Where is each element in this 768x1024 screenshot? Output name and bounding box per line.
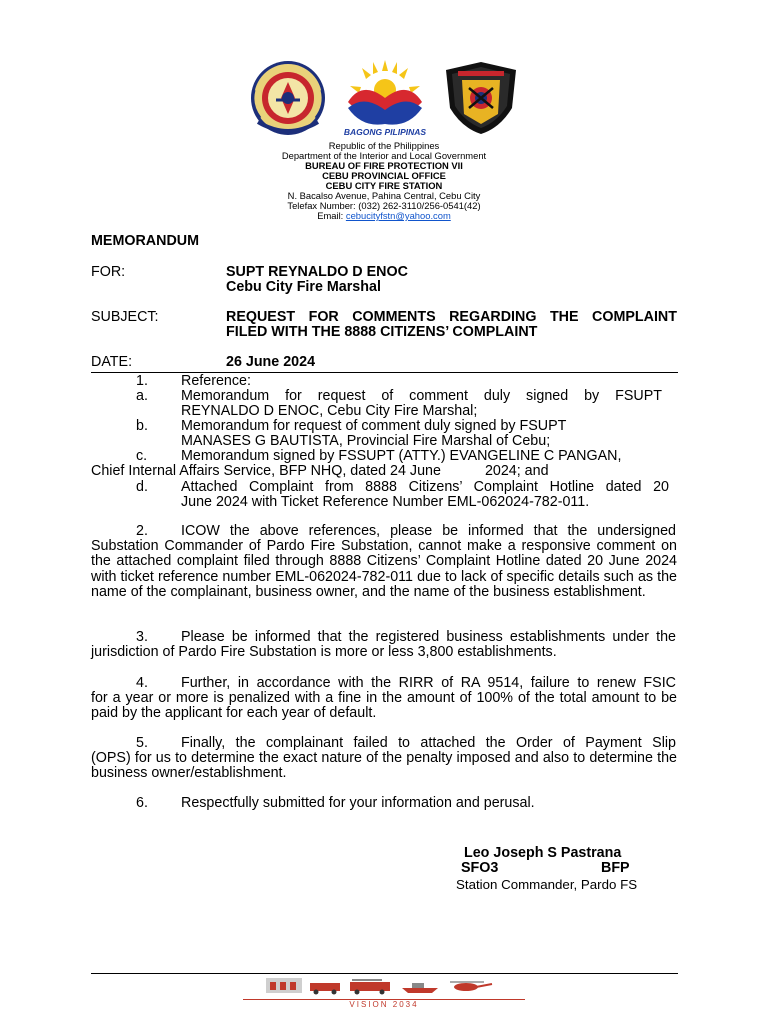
date-label: DATE: [91, 354, 133, 370]
para-2-first-line: ICOW the above references, please be informed that the undersigned [181, 523, 676, 539]
ref-d-label: d. [136, 479, 148, 495]
ref-c-line-2: Chief Internal Affairs Service, BFP NHQ, dated 24 June 2024; and [91, 463, 549, 479]
svg-text:BAGONG PILIPINAS: BAGONG PILIPINAS [343, 127, 427, 137]
for-label: FOR: [91, 264, 126, 280]
para-4-body: for a year or more is penalized with a fine in the amount of 100% of the total amount to be paid by the applicant for each year of default. [91, 690, 677, 722]
para-3-first-line: Please be informed that the registered business establishments under the [181, 629, 676, 645]
republic-line: Republic of the Philippines [328, 140, 440, 151]
para-3-number: 3. [136, 629, 148, 645]
para-4-number: 4. [136, 675, 148, 691]
for-position: Cebu City Fire Marshal [226, 279, 381, 295]
signatory-name: Leo Joseph S Pastrana [464, 845, 622, 861]
ref-c-line-1: Memorandum signed by FSSUPT (ATTY.) EVANGELINE C PANGAN, [181, 448, 622, 464]
letterhead-logos [248, 58, 523, 138]
bagong-pilipinas-logo [342, 58, 428, 138]
email-line: Email: cebucityfstn@yahoo.com [317, 210, 451, 221]
email-link[interactable]: cebucityfstn@yahoo.com [345, 210, 451, 221]
ref-a-label: a. [136, 388, 148, 404]
signatory-org: BFP [601, 860, 630, 876]
provincial-office-line: CEBU PROVINCIAL OFFICE [322, 170, 446, 181]
bfp-seal-logo [248, 60, 332, 136]
para-6-text: Respectfully submitted for your information and perusal. [181, 795, 535, 811]
footer-vision-text: VISION 2034 [345, 1000, 422, 1009]
bfp-badge-logo [440, 60, 522, 136]
ref-number: 1. [136, 373, 148, 389]
ref-heading: Reference: [181, 373, 251, 389]
ref-a-line-1: Memorandum for request of comment duly signed by FSUPT [181, 388, 662, 404]
ref-b-line-2: MANASES G BAUTISTA, Provincial Fire Marshal of Cebu; [181, 433, 551, 449]
para-4-first-line: Further, in accordance with the RIRR of RA 9514, failure to renew FSIC [181, 675, 676, 691]
footer-vision-wrap [300, 994, 468, 1012]
para-2-number: 2. [136, 523, 148, 539]
para-6-number: 6. [136, 795, 148, 811]
para-5-number: 5. [136, 735, 148, 751]
bureau-line: BUREAU OF FIRE PROTECTION VII [305, 160, 463, 171]
para-2-body: Substation Commander of Pardo Fire Substation, cannot make a responsive comment on the attached complaint filed through 8888 Citizens’ Complaint Hotline dated 20 June 2024 with ticket reference number EML-062024-782-011 due to lack of specific details such as the name of the complainant, business owner, and the name of the business establishment. [91, 538, 677, 601]
department-line: Department of the Interior and Local Government [281, 150, 487, 161]
ref-a-line-2: REYNALDO D ENOC, Cebu City Fire Marshal; [181, 403, 478, 419]
para-5-body: (OPS) for us to determine the exact nature of the penalty imposed and also to determine the business owner/establishment. [91, 750, 677, 782]
ref-b-line-1: Memorandum for request of comment duly signed by FSUPT [181, 418, 567, 434]
signatory-position: Station Commander, Pardo FS [456, 877, 638, 892]
ref-d-line-2: June 2024 with Ticket Reference Number EML-062024-782-011. [181, 494, 590, 510]
para-3-body: jurisdiction of Pardo Fire Substation is more or less 3,800 establishments. [91, 644, 557, 660]
address-line: N. Bacalso Avenue, Pahina Central, Cebu City [287, 190, 481, 201]
footer-vehicles-graphic [262, 976, 502, 996]
telefax-line: Telefax Number: (032) 262-3110/256-0541(42) [287, 200, 481, 211]
memorandum-title: MEMORANDUM [91, 233, 200, 249]
date-value: 26 June 2024 [226, 354, 316, 370]
signatory-rank: SFO3 [461, 860, 499, 876]
subject-line-1: REQUEST FOR COMMENTS REGARDING THE COMPLAINT [226, 309, 677, 325]
footer-rule [91, 973, 678, 974]
date-rule [91, 372, 678, 373]
ref-c-label: c. [136, 448, 148, 464]
for-name: SUPT REYNALDO D ENOC [226, 264, 408, 280]
subject-label: SUBJECT: [91, 309, 159, 325]
para-5-first-line: Finally, the complainant failed to attached the Order of Payment Slip [181, 735, 676, 751]
station-line: CEBU CITY FIRE STATION [325, 180, 443, 191]
subject-line-2: FILED WITH THE 8888 CITIZENS’ COMPLAINT [226, 324, 538, 340]
ref-d-line-1: Attached Complaint from 8888 Citizens’ Complaint Hotline dated 20 [181, 479, 669, 495]
letterhead-text [200, 141, 568, 221]
ref-b-label: b. [136, 418, 148, 434]
